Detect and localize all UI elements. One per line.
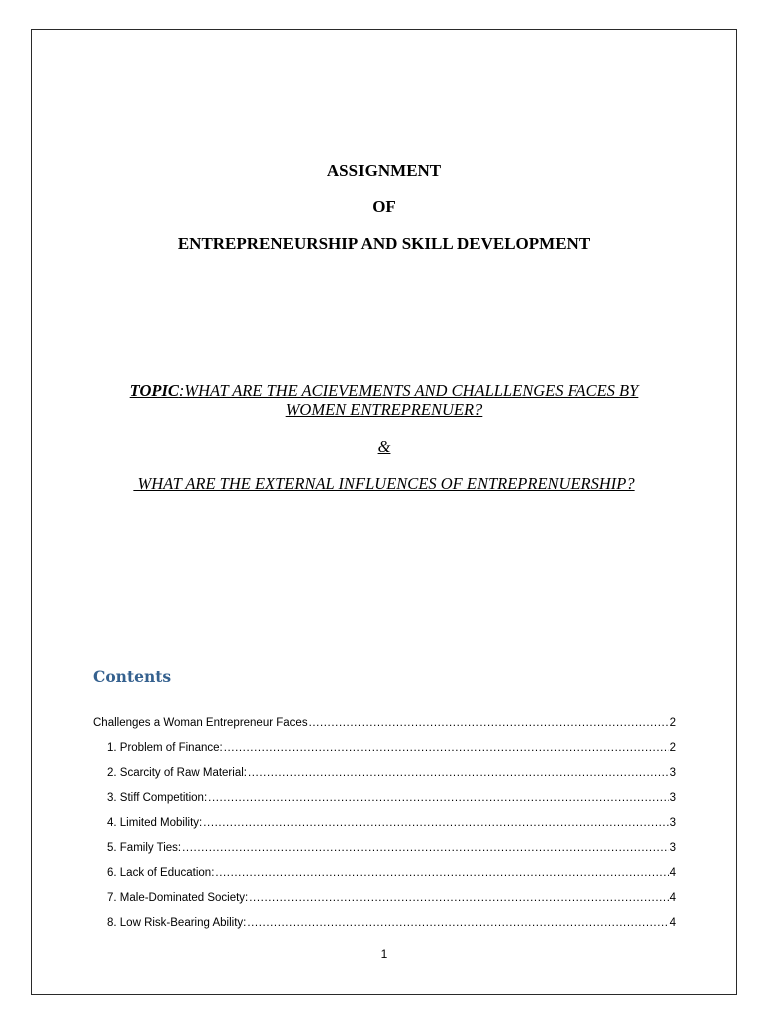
toc-page-number: 4 — [669, 892, 676, 904]
toc-entry-label: 4. Limited Mobility: — [107, 817, 203, 829]
toc-page-number: 2 — [669, 742, 676, 754]
page-number: 1 — [380, 947, 388, 961]
toc-entry-education[interactable] — [93, 863, 676, 888]
toc-page-number: 3 — [669, 817, 676, 829]
toc-entry-label: 7. Male-Dominated Society: — [107, 892, 249, 904]
toc-dot-leader — [309, 713, 669, 733]
assignment-title: ASSIGNMENT — [326, 161, 442, 180]
table-of-contents — [93, 713, 676, 938]
topic-text-1: :WHAT ARE THE ACIEVEMENTS AND CHALLLENGES FACES BY — [178, 381, 639, 400]
toc-dot-leader — [203, 813, 668, 833]
toc-page-number: 3 — [669, 792, 676, 804]
toc-dot-leader — [247, 913, 668, 933]
toc-dot-leader — [224, 738, 669, 758]
topic-label: TOPIC — [129, 381, 179, 400]
toc-page-number: 4 — [669, 867, 676, 879]
topic-line-3 — [95, 474, 673, 493]
toc-entry-risk-bearing[interactable] — [93, 913, 676, 938]
toc-entry-label: 2. Scarcity of Raw Material: — [107, 767, 247, 779]
toc-entry-family-ties[interactable] — [93, 838, 676, 863]
toc-entry-label: 1. Problem of Finance: — [107, 742, 223, 754]
toc-entry-finance[interactable] — [93, 738, 676, 763]
toc-dot-leader — [215, 863, 668, 883]
subject-title: ENTREPRENEURSHIP AND SKILL DEVELOPMENT — [177, 234, 591, 253]
toc-entry-raw-material[interactable] — [93, 763, 676, 788]
toc-entry-male-dominated[interactable] — [93, 888, 676, 913]
contents-heading: Contents — [93, 667, 172, 686]
toc-dot-leader — [249, 888, 668, 908]
toc-page-number: 3 — [669, 842, 676, 854]
toc-entry-label: 3. Stiff Competition: — [107, 792, 208, 804]
toc-entry-competition[interactable] — [93, 788, 676, 813]
toc-entry-label: 8. Low Risk-Bearing Ability: — [107, 917, 247, 929]
toc-page-number: 4 — [669, 917, 676, 929]
ampersand-text: & — [377, 437, 391, 456]
topic-ampersand — [95, 437, 673, 456]
toc-dot-leader — [208, 788, 668, 808]
topic-line-2 — [95, 400, 673, 419]
toc-entry-challenges[interactable] — [93, 713, 676, 738]
topic-line-1 — [95, 381, 673, 400]
topic-text-2: WOMEN ENTREPRENUER? — [285, 400, 483, 419]
toc-entry-label: Challenges a Woman Entrepreneur Faces — [93, 717, 308, 729]
toc-page-number: 3 — [669, 767, 676, 779]
toc-entry-label: 6. Lack of Education: — [107, 867, 215, 879]
topic-text-3: WHAT ARE THE EXTERNAL INFLUENCES OF ENTREPRENUERSHIP? — [133, 474, 635, 493]
toc-dot-leader — [182, 838, 668, 858]
of-line: OF — [372, 197, 396, 216]
toc-entry-label: 5. Family Ties: — [107, 842, 182, 854]
toc-entry-mobility[interactable] — [93, 813, 676, 838]
toc-dot-leader — [248, 763, 669, 783]
toc-page-number: 2 — [669, 717, 676, 729]
